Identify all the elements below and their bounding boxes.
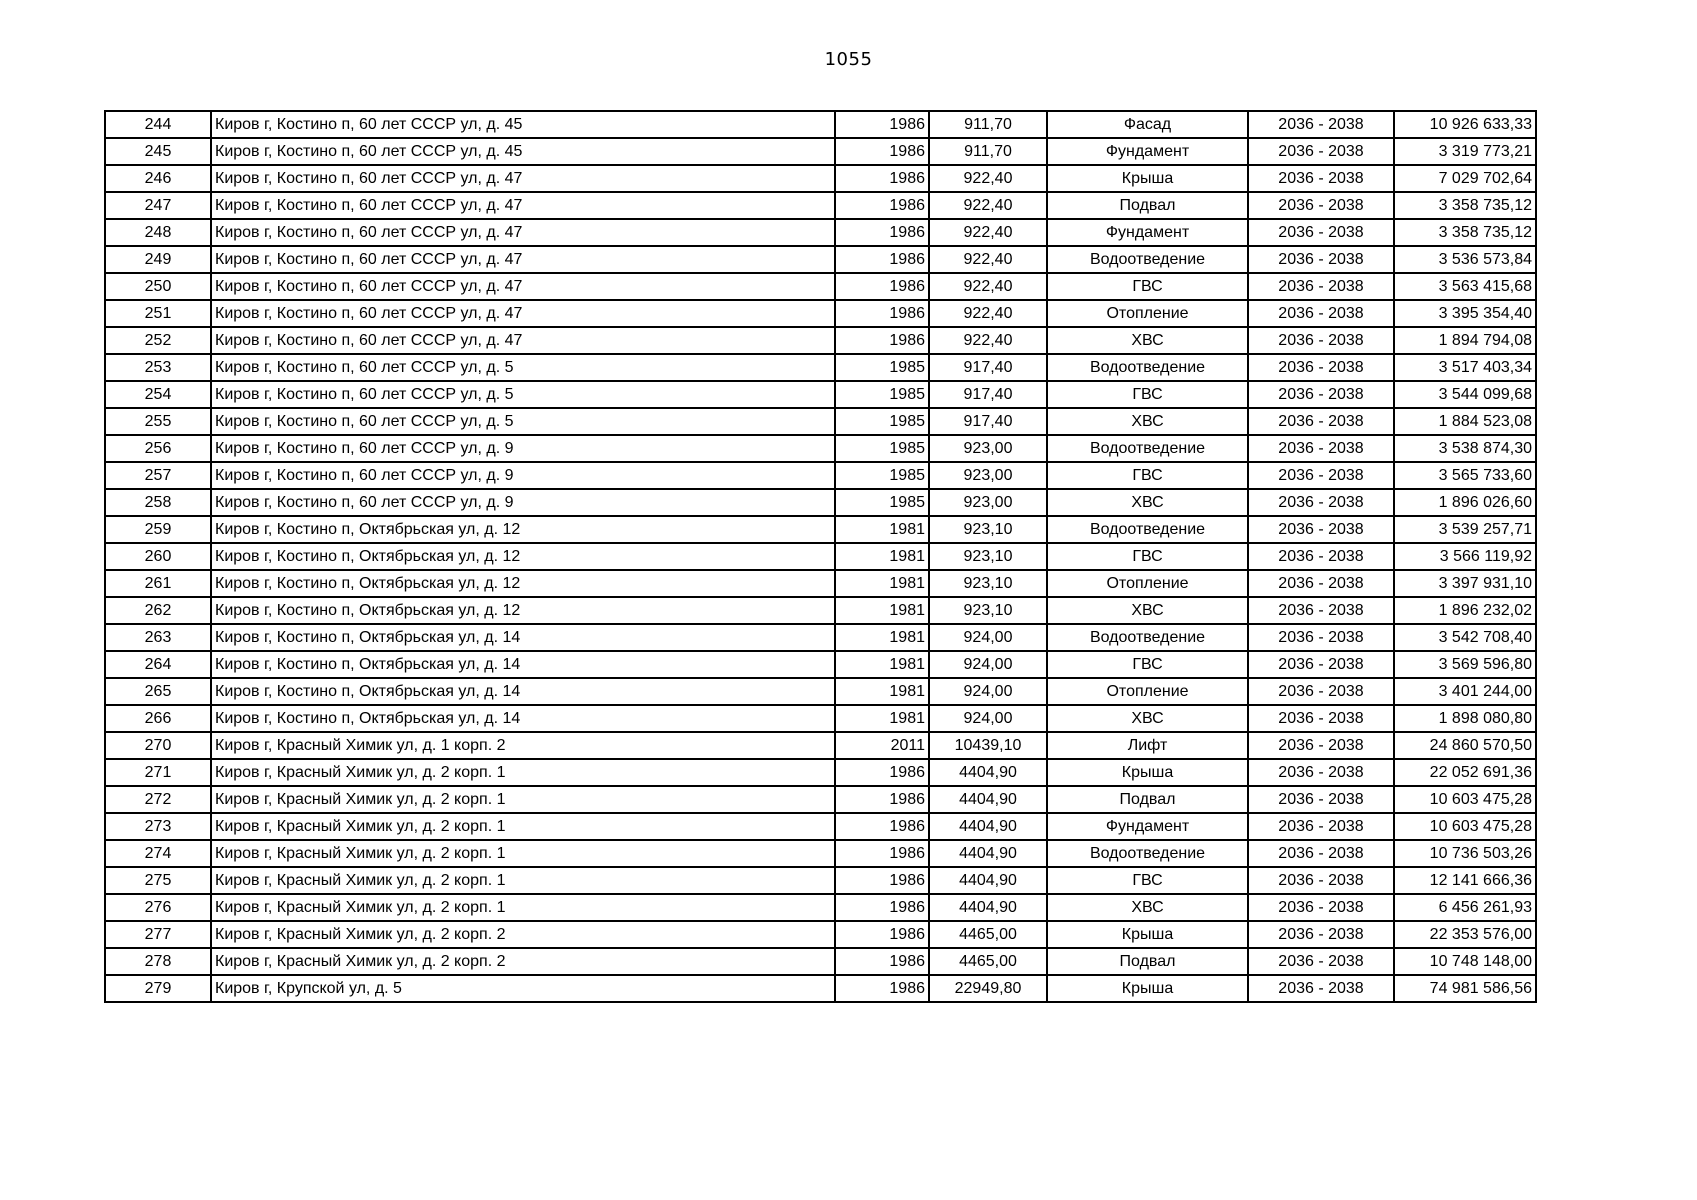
area-cell: 917,40 xyxy=(929,381,1047,408)
row-number-cell: 264 xyxy=(105,651,211,678)
area-cell: 923,10 xyxy=(929,516,1047,543)
period-cell: 2036 - 2038 xyxy=(1248,462,1394,489)
row-number-cell: 256 xyxy=(105,435,211,462)
period-cell: 2036 - 2038 xyxy=(1248,327,1394,354)
build-year-cell: 1981 xyxy=(835,678,929,705)
cost-cell: 3 542 708,40 xyxy=(1394,624,1536,651)
work-type-cell: ХВС xyxy=(1047,327,1248,354)
area-cell: 922,40 xyxy=(929,273,1047,300)
period-cell: 2036 - 2038 xyxy=(1248,813,1394,840)
cost-cell: 3 517 403,34 xyxy=(1394,354,1536,381)
work-type-cell: Крыша xyxy=(1047,975,1248,1002)
build-year-cell: 1986 xyxy=(835,786,929,813)
area-cell: 911,70 xyxy=(929,111,1047,138)
build-year-cell: 1986 xyxy=(835,813,929,840)
address-cell: Киров г, Костино п, Октябрьская ул, д. 12 xyxy=(211,543,835,570)
build-year-cell: 1981 xyxy=(835,570,929,597)
work-type-cell: ХВС xyxy=(1047,489,1248,516)
address-cell: Киров г, Костино п, 60 лет СССР ул, д. 47 xyxy=(211,165,835,192)
area-cell: 923,00 xyxy=(929,435,1047,462)
row-number-cell: 277 xyxy=(105,921,211,948)
work-type-cell: Подвал xyxy=(1047,786,1248,813)
cost-cell: 22 353 576,00 xyxy=(1394,921,1536,948)
period-cell: 2036 - 2038 xyxy=(1248,597,1394,624)
work-type-cell: Отопление xyxy=(1047,678,1248,705)
area-cell: 922,40 xyxy=(929,300,1047,327)
row-number-cell: 251 xyxy=(105,300,211,327)
table-row xyxy=(105,705,1536,732)
period-cell: 2036 - 2038 xyxy=(1248,840,1394,867)
area-cell: 4404,90 xyxy=(929,813,1047,840)
build-year-cell: 1986 xyxy=(835,327,929,354)
work-type-cell: ГВС xyxy=(1047,381,1248,408)
page-number: 1055 xyxy=(824,49,873,70)
table-row xyxy=(105,462,1536,489)
table-row xyxy=(105,111,1536,138)
table-row xyxy=(105,489,1536,516)
cost-cell: 3 397 931,10 xyxy=(1394,570,1536,597)
area-cell: 922,40 xyxy=(929,192,1047,219)
row-number-cell: 263 xyxy=(105,624,211,651)
address-cell: Киров г, Красный Химик ул, д. 1 корп. 2 xyxy=(211,732,835,759)
address-cell: Киров г, Костино п, Октябрьская ул, д. 14 xyxy=(211,651,835,678)
period-cell: 2036 - 2038 xyxy=(1248,489,1394,516)
cost-cell: 3 539 257,71 xyxy=(1394,516,1536,543)
period-cell: 2036 - 2038 xyxy=(1248,624,1394,651)
address-cell: Киров г, Костино п, 60 лет СССР ул, д. 47 xyxy=(211,273,835,300)
area-cell: 22949,80 xyxy=(929,975,1047,1002)
cost-cell: 12 141 666,36 xyxy=(1394,867,1536,894)
period-cell: 2036 - 2038 xyxy=(1248,948,1394,975)
row-number-cell: 271 xyxy=(105,759,211,786)
area-cell: 924,00 xyxy=(929,651,1047,678)
build-year-cell: 1986 xyxy=(835,921,929,948)
area-cell: 4465,00 xyxy=(929,921,1047,948)
build-year-cell: 1981 xyxy=(835,651,929,678)
address-cell: Киров г, Костино п, 60 лет СССР ул, д. 5 xyxy=(211,408,835,435)
period-cell: 2036 - 2038 xyxy=(1248,219,1394,246)
address-cell: Киров г, Костино п, Октябрьская ул, д. 12 xyxy=(211,516,835,543)
period-cell: 2036 - 2038 xyxy=(1248,138,1394,165)
cost-cell: 1 884 523,08 xyxy=(1394,408,1536,435)
row-number-cell: 250 xyxy=(105,273,211,300)
work-type-cell: ХВС xyxy=(1047,408,1248,435)
work-type-cell: Крыша xyxy=(1047,921,1248,948)
work-type-cell: Водоотведение xyxy=(1047,516,1248,543)
cost-cell: 3 319 773,21 xyxy=(1394,138,1536,165)
area-cell: 4465,00 xyxy=(929,948,1047,975)
address-cell: Киров г, Костино п, 60 лет СССР ул, д. 47 xyxy=(211,219,835,246)
address-cell: Киров г, Костино п, 60 лет СССР ул, д. 45 xyxy=(211,138,835,165)
table-row xyxy=(105,597,1536,624)
cost-cell: 10 926 633,33 xyxy=(1394,111,1536,138)
area-cell: 922,40 xyxy=(929,246,1047,273)
table-row xyxy=(105,165,1536,192)
build-year-cell: 1985 xyxy=(835,381,929,408)
address-cell: Киров г, Красный Химик ул, д. 2 корп. 2 xyxy=(211,948,835,975)
work-type-cell: Водоотведение xyxy=(1047,354,1248,381)
cost-cell: 1 896 232,02 xyxy=(1394,597,1536,624)
period-cell: 2036 - 2038 xyxy=(1248,921,1394,948)
table-row xyxy=(105,327,1536,354)
table-row xyxy=(105,246,1536,273)
period-cell: 2036 - 2038 xyxy=(1248,111,1394,138)
build-year-cell: 1985 xyxy=(835,489,929,516)
row-number-cell: 274 xyxy=(105,840,211,867)
table-row xyxy=(105,300,1536,327)
work-type-cell: Крыша xyxy=(1047,759,1248,786)
area-cell: 923,10 xyxy=(929,543,1047,570)
cost-cell: 10 748 148,00 xyxy=(1394,948,1536,975)
cost-cell: 3 358 735,12 xyxy=(1394,192,1536,219)
address-cell: Киров г, Красный Химик ул, д. 2 корп. 1 xyxy=(211,867,835,894)
address-cell: Киров г, Костино п, 60 лет СССР ул, д. 47 xyxy=(211,192,835,219)
row-number-cell: 244 xyxy=(105,111,211,138)
period-cell: 2036 - 2038 xyxy=(1248,165,1394,192)
area-cell: 4404,90 xyxy=(929,786,1047,813)
address-cell: Киров г, Костино п, Октябрьская ул, д. 14 xyxy=(211,705,835,732)
build-year-cell: 1981 xyxy=(835,705,929,732)
work-type-cell: Отопление xyxy=(1047,570,1248,597)
cost-cell: 3 566 119,92 xyxy=(1394,543,1536,570)
area-cell: 922,40 xyxy=(929,165,1047,192)
address-cell: Киров г, Красный Химик ул, д. 2 корп. 1 xyxy=(211,786,835,813)
area-cell: 923,10 xyxy=(929,597,1047,624)
row-number-cell: 265 xyxy=(105,678,211,705)
row-number-cell: 258 xyxy=(105,489,211,516)
work-type-cell: Подвал xyxy=(1047,948,1248,975)
work-type-cell: Фасад xyxy=(1047,111,1248,138)
build-year-cell: 1985 xyxy=(835,354,929,381)
address-cell: Киров г, Костино п, Октябрьская ул, д. 12 xyxy=(211,597,835,624)
table-row xyxy=(105,975,1536,1002)
table-row xyxy=(105,759,1536,786)
area-cell: 923,00 xyxy=(929,462,1047,489)
row-number-cell: 276 xyxy=(105,894,211,921)
address-cell: Киров г, Красный Химик ул, д. 2 корп. 1 xyxy=(211,894,835,921)
work-type-cell: ГВС xyxy=(1047,867,1248,894)
area-cell: 924,00 xyxy=(929,624,1047,651)
build-year-cell: 1986 xyxy=(835,111,929,138)
period-cell: 2036 - 2038 xyxy=(1248,246,1394,273)
address-cell: Киров г, Костино п, 60 лет СССР ул, д. 9 xyxy=(211,489,835,516)
area-cell: 4404,90 xyxy=(929,759,1047,786)
build-year-cell: 1986 xyxy=(835,192,929,219)
work-type-cell: ГВС xyxy=(1047,651,1248,678)
area-cell: 917,40 xyxy=(929,354,1047,381)
area-cell: 911,70 xyxy=(929,138,1047,165)
build-year-cell: 2011 xyxy=(835,732,929,759)
build-year-cell: 1986 xyxy=(835,840,929,867)
area-cell: 922,40 xyxy=(929,219,1047,246)
table-row xyxy=(105,273,1536,300)
table-row xyxy=(105,219,1536,246)
build-year-cell: 1986 xyxy=(835,759,929,786)
row-number-cell: 272 xyxy=(105,786,211,813)
address-cell: Киров г, Костино п, 60 лет СССР ул, д. 5 xyxy=(211,354,835,381)
table-row xyxy=(105,894,1536,921)
cost-cell: 10 603 475,28 xyxy=(1394,786,1536,813)
row-number-cell: 270 xyxy=(105,732,211,759)
table-row xyxy=(105,867,1536,894)
area-cell: 923,10 xyxy=(929,570,1047,597)
cost-cell: 3 544 099,68 xyxy=(1394,381,1536,408)
period-cell: 2036 - 2038 xyxy=(1248,732,1394,759)
period-cell: 2036 - 2038 xyxy=(1248,354,1394,381)
work-type-cell: Подвал xyxy=(1047,192,1248,219)
work-type-cell: ГВС xyxy=(1047,273,1248,300)
build-year-cell: 1986 xyxy=(835,138,929,165)
table-row xyxy=(105,651,1536,678)
cost-cell: 10 736 503,26 xyxy=(1394,840,1536,867)
build-year-cell: 1986 xyxy=(835,219,929,246)
cost-cell: 24 860 570,50 xyxy=(1394,732,1536,759)
period-cell: 2036 - 2038 xyxy=(1248,300,1394,327)
period-cell: 2036 - 2038 xyxy=(1248,570,1394,597)
work-type-cell: Водоотведение xyxy=(1047,840,1248,867)
row-number-cell: 261 xyxy=(105,570,211,597)
table-row xyxy=(105,840,1536,867)
table-row xyxy=(105,354,1536,381)
period-cell: 2036 - 2038 xyxy=(1248,759,1394,786)
row-number-cell: 266 xyxy=(105,705,211,732)
cost-cell: 3 563 415,68 xyxy=(1394,273,1536,300)
table-row xyxy=(105,543,1536,570)
table-row xyxy=(105,921,1536,948)
row-number-cell: 278 xyxy=(105,948,211,975)
work-type-cell: Лифт xyxy=(1047,732,1248,759)
row-number-cell: 246 xyxy=(105,165,211,192)
address-cell: Киров г, Костино п, 60 лет СССР ул, д. 47 xyxy=(211,300,835,327)
build-year-cell: 1986 xyxy=(835,246,929,273)
row-number-cell: 279 xyxy=(105,975,211,1002)
row-number-cell: 248 xyxy=(105,219,211,246)
work-type-cell: ХВС xyxy=(1047,597,1248,624)
build-year-cell: 1986 xyxy=(835,273,929,300)
row-number-cell: 273 xyxy=(105,813,211,840)
work-type-cell: Водоотведение xyxy=(1047,435,1248,462)
period-cell: 2036 - 2038 xyxy=(1248,894,1394,921)
period-cell: 2036 - 2038 xyxy=(1248,678,1394,705)
row-number-cell: 275 xyxy=(105,867,211,894)
table-body xyxy=(105,111,1536,1002)
table-row xyxy=(105,813,1536,840)
cost-cell: 3 358 735,12 xyxy=(1394,219,1536,246)
work-type-cell: ХВС xyxy=(1047,705,1248,732)
table-row xyxy=(105,435,1536,462)
work-type-cell: Водоотведение xyxy=(1047,624,1248,651)
work-type-cell: Отопление xyxy=(1047,300,1248,327)
address-cell: Киров г, Красный Химик ул, д. 2 корп. 1 xyxy=(211,840,835,867)
build-year-cell: 1986 xyxy=(835,948,929,975)
period-cell: 2036 - 2038 xyxy=(1248,435,1394,462)
area-cell: 10439,10 xyxy=(929,732,1047,759)
address-cell: Киров г, Костино п, 60 лет СССР ул, д. 47 xyxy=(211,246,835,273)
address-cell: Киров г, Костино п, 60 лет СССР ул, д. 5 xyxy=(211,381,835,408)
area-cell: 4404,90 xyxy=(929,840,1047,867)
address-cell: Киров г, Костино п, 60 лет СССР ул, д. 9 xyxy=(211,462,835,489)
table-row xyxy=(105,381,1536,408)
address-cell: Киров г, Костино п, Октябрьская ул, д. 14 xyxy=(211,624,835,651)
cost-cell: 3 565 733,60 xyxy=(1394,462,1536,489)
period-cell: 2036 - 2038 xyxy=(1248,408,1394,435)
build-year-cell: 1981 xyxy=(835,516,929,543)
cost-cell: 74 981 586,56 xyxy=(1394,975,1536,1002)
row-number-cell: 254 xyxy=(105,381,211,408)
row-number-cell: 253 xyxy=(105,354,211,381)
cost-cell: 1 898 080,80 xyxy=(1394,705,1536,732)
build-year-cell: 1981 xyxy=(835,597,929,624)
work-type-cell: Фундамент xyxy=(1047,219,1248,246)
address-cell: Киров г, Костино п, 60 лет СССР ул, д. 9 xyxy=(211,435,835,462)
build-year-cell: 1981 xyxy=(835,624,929,651)
cost-cell: 3 401 244,00 xyxy=(1394,678,1536,705)
period-cell: 2036 - 2038 xyxy=(1248,543,1394,570)
table-row xyxy=(105,948,1536,975)
cost-cell: 6 456 261,93 xyxy=(1394,894,1536,921)
table-row xyxy=(105,408,1536,435)
area-cell: 4404,90 xyxy=(929,894,1047,921)
build-year-cell: 1985 xyxy=(835,408,929,435)
cost-cell: 3 569 596,80 xyxy=(1394,651,1536,678)
period-cell: 2036 - 2038 xyxy=(1248,516,1394,543)
build-year-cell: 1985 xyxy=(835,435,929,462)
table-row xyxy=(105,786,1536,813)
area-cell: 922,40 xyxy=(929,327,1047,354)
work-type-cell: ГВС xyxy=(1047,462,1248,489)
work-type-cell: Водоотведение xyxy=(1047,246,1248,273)
area-cell: 4404,90 xyxy=(929,867,1047,894)
area-cell: 924,00 xyxy=(929,678,1047,705)
work-type-cell: ГВС xyxy=(1047,543,1248,570)
build-year-cell: 1986 xyxy=(835,975,929,1002)
cost-cell: 3 538 874,30 xyxy=(1394,435,1536,462)
cost-cell: 7 029 702,64 xyxy=(1394,165,1536,192)
table-row xyxy=(105,624,1536,651)
work-type-cell: Фундамент xyxy=(1047,138,1248,165)
period-cell: 2036 - 2038 xyxy=(1248,273,1394,300)
cost-cell: 3 536 573,84 xyxy=(1394,246,1536,273)
cost-cell: 1 896 026,60 xyxy=(1394,489,1536,516)
table-row xyxy=(105,516,1536,543)
row-number-cell: 262 xyxy=(105,597,211,624)
cost-cell: 3 395 354,40 xyxy=(1394,300,1536,327)
cost-cell: 10 603 475,28 xyxy=(1394,813,1536,840)
row-number-cell: 247 xyxy=(105,192,211,219)
work-type-cell: ХВС xyxy=(1047,894,1248,921)
period-cell: 2036 - 2038 xyxy=(1248,867,1394,894)
address-cell: Киров г, Костино п, 60 лет СССР ул, д. 47 xyxy=(211,327,835,354)
table-row xyxy=(105,732,1536,759)
row-number-cell: 249 xyxy=(105,246,211,273)
area-cell: 923,00 xyxy=(929,489,1047,516)
row-number-cell: 255 xyxy=(105,408,211,435)
work-type-cell: Фундамент xyxy=(1047,813,1248,840)
period-cell: 2036 - 2038 xyxy=(1248,786,1394,813)
table-row xyxy=(105,570,1536,597)
build-year-cell: 1986 xyxy=(835,894,929,921)
row-number-cell: 245 xyxy=(105,138,211,165)
address-cell: Киров г, Красный Химик ул, д. 2 корп. 2 xyxy=(211,921,835,948)
area-cell: 917,40 xyxy=(929,408,1047,435)
row-number-cell: 257 xyxy=(105,462,211,489)
build-year-cell: 1986 xyxy=(835,300,929,327)
address-cell: Киров г, Красный Химик ул, д. 2 корп. 1 xyxy=(211,813,835,840)
address-cell: Киров г, Костино п, Октябрьская ул, д. 14 xyxy=(211,678,835,705)
cost-cell: 1 894 794,08 xyxy=(1394,327,1536,354)
table-row xyxy=(105,192,1536,219)
build-year-cell: 1981 xyxy=(835,543,929,570)
address-cell: Киров г, Красный Химик ул, д. 2 корп. 1 xyxy=(211,759,835,786)
address-cell: Киров г, Костино п, Октябрьская ул, д. 12 xyxy=(211,570,835,597)
table-row xyxy=(105,678,1536,705)
period-cell: 2036 - 2038 xyxy=(1248,651,1394,678)
period-cell: 2036 - 2038 xyxy=(1248,705,1394,732)
cost-cell: 22 052 691,36 xyxy=(1394,759,1536,786)
build-year-cell: 1986 xyxy=(835,867,929,894)
row-number-cell: 252 xyxy=(105,327,211,354)
build-year-cell: 1985 xyxy=(835,462,929,489)
period-cell: 2036 - 2038 xyxy=(1248,192,1394,219)
area-cell: 924,00 xyxy=(929,705,1047,732)
period-cell: 2036 - 2038 xyxy=(1248,975,1394,1002)
period-cell: 2036 - 2038 xyxy=(1248,381,1394,408)
address-cell: Киров г, Крупской ул, д. 5 xyxy=(211,975,835,1002)
table-row xyxy=(105,138,1536,165)
row-number-cell: 259 xyxy=(105,516,211,543)
row-number-cell: 260 xyxy=(105,543,211,570)
capital-repair-table xyxy=(104,110,1537,1003)
address-cell: Киров г, Костино п, 60 лет СССР ул, д. 45 xyxy=(211,111,835,138)
work-type-cell: Крыша xyxy=(1047,165,1248,192)
build-year-cell: 1986 xyxy=(835,165,929,192)
